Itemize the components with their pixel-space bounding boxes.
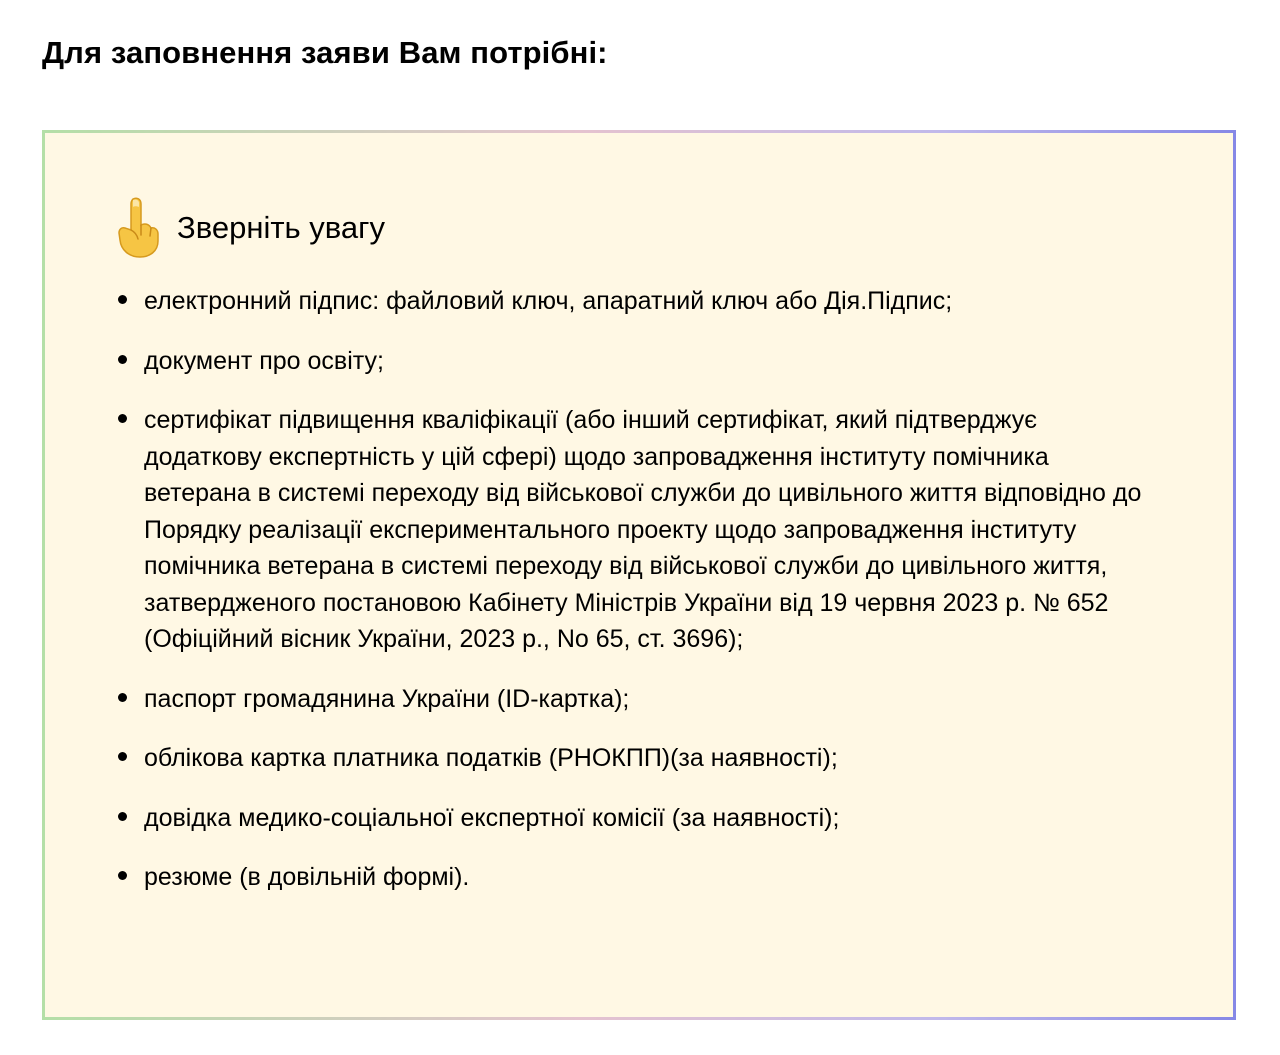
list-item <box>144 681 1154 718</box>
list-item <box>144 402 1154 658</box>
list-item <box>144 740 1154 777</box>
list-item <box>144 800 1154 837</box>
bullet-icon <box>118 752 127 761</box>
list-item-text: довідка медико-соціальної експертної комісії (за наявності); <box>144 803 840 832</box>
pointing-up-hand-icon <box>113 195 161 259</box>
list-item <box>144 859 1154 896</box>
page-title: Для заповнення заяви Вам потрібні: <box>42 35 608 70</box>
bullet-icon <box>118 871 127 880</box>
list-item-text: документ про освіту; <box>144 346 384 375</box>
list-item <box>144 343 1154 380</box>
notice-title: Зверніть увагу <box>177 210 385 245</box>
bullet-icon <box>118 812 127 821</box>
list-item-text: резюме (в довільній формі). <box>144 863 470 891</box>
notice-box <box>42 130 1236 1020</box>
list-item-text: сертифікат підвищення кваліфікації (або інший сертифікат, який підтверджує додаткову експертність у цій сфері) щодо запровадження інституту помічника ветерана в системі переходу від військової служби до цивільного життя відповідно до Порядку реалізації експериментального проекту щодо запровадження інституту помічника ветерана в системі переходу від військової служби до цивільного життя, затвердженого постановою Кабінету Міністрів України від 19 червня 2023 р. № 652 (Офіційний вісник України, 2023 р., No 65, ст. 3696); <box>144 406 1142 653</box>
notice-header <box>113 195 385 259</box>
list-item-text: електронний підпис: файловий ключ, апаратний ключ або Дія.Підпис; <box>144 287 953 315</box>
bullet-icon <box>118 355 127 364</box>
bullet-icon <box>118 295 127 304</box>
bullet-icon <box>118 414 127 423</box>
requirements-list <box>144 283 1154 919</box>
bullet-icon <box>118 693 127 702</box>
list-item <box>144 283 1154 320</box>
list-item-text: облікова картка платника податків (РНОКПП)(за наявності); <box>144 744 838 772</box>
list-item-text: паспорт громадянина України (ID-картка); <box>144 684 630 713</box>
